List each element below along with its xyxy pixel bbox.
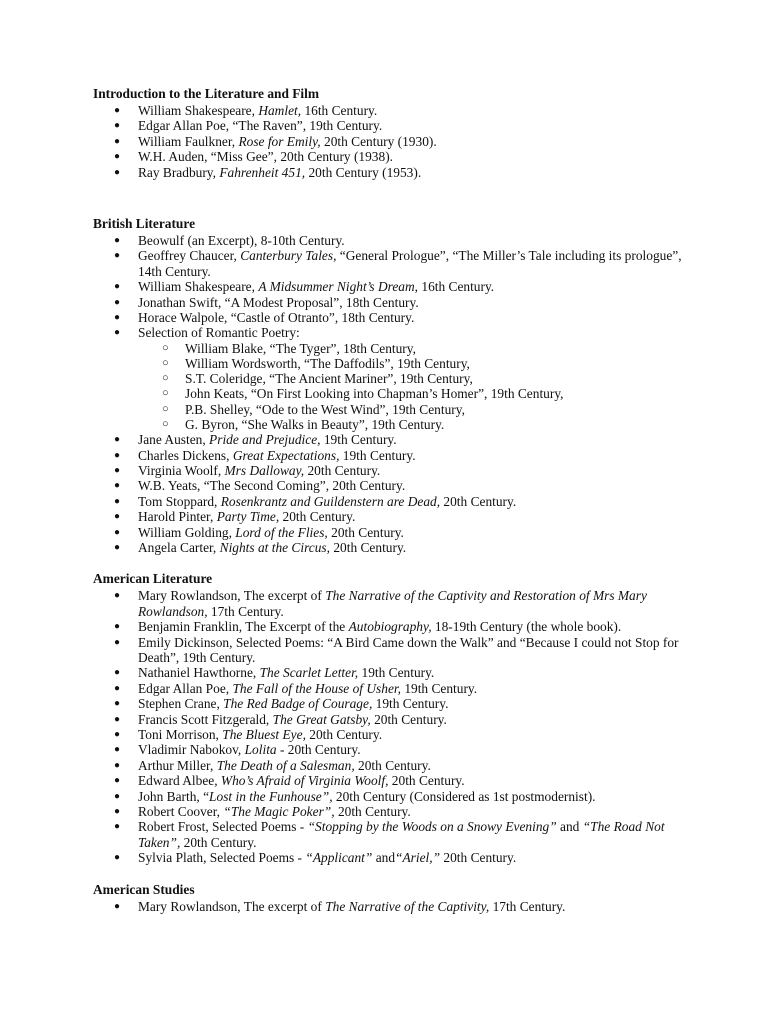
item-title: “Ariel,”	[395, 850, 441, 866]
list-item	[138, 789, 693, 804]
list-item	[138, 696, 693, 711]
item-text: Arthur Miller,	[138, 757, 217, 773]
sublist-item: ○ S.T. Coleridge, “The Ancient Mariner”, 19th Century,	[185, 371, 693, 386]
item-text: 20th Century (1930).	[320, 133, 437, 149]
item-title: The Death of a Salesman,	[216, 757, 355, 773]
list-item	[138, 773, 693, 788]
item-title: The Bluest Eye,	[222, 727, 306, 742]
document-page	[93, 86, 693, 914]
list-item	[138, 149, 693, 164]
item-text: Edgar Allan Poe,	[138, 680, 233, 696]
section-british-literature	[93, 216, 693, 555]
item-text: 20th Century.	[440, 493, 517, 509]
list-item	[138, 310, 693, 325]
romantic-poetry-sublist	[138, 341, 693, 432]
item-text: , 16th Century.	[414, 279, 495, 295]
list-item	[138, 899, 693, 914]
list-item	[138, 233, 693, 248]
list-item	[138, 463, 693, 478]
item-title: Rosenkrantz and Guildenstern are Dead,	[220, 493, 441, 509]
item-text: - 20th Century.	[276, 742, 361, 758]
item-text: Selection of Romantic Poetry:	[138, 325, 300, 341]
reading-list	[93, 899, 693, 914]
item-text: Horace Walpole, “Castle of Otranto”, 18th Century.	[138, 310, 415, 326]
item-text: 20th Century.	[279, 509, 356, 525]
item-text: Vladimir Nabokov,	[138, 742, 245, 758]
list-item	[138, 165, 693, 180]
item-text: John Barth, “	[138, 788, 210, 804]
section-title: Introduction to the Literature and Film	[93, 86, 320, 101]
sublist-item: ○ William Wordsworth, “The Daffodils”, 19th Century,	[185, 356, 693, 371]
item-title: Nights at the Circus,	[219, 539, 330, 555]
item-text: Toni Morrison,	[138, 727, 223, 742]
item-text: 16th Century.	[301, 103, 378, 118]
list-item	[138, 295, 693, 310]
item-text: 20th Century (Considered as 1st postmodernist).	[332, 788, 596, 804]
item-text: William Golding,	[138, 524, 236, 540]
item-text: Charles Dickens,	[138, 447, 233, 463]
item-text: 18-19th Century (the whole book).	[431, 619, 622, 635]
item-text: 20th Century.	[388, 773, 465, 789]
list-item	[138, 758, 693, 773]
list-item	[138, 118, 693, 133]
item-text: William Faulkner,	[138, 133, 239, 149]
reading-list	[93, 103, 693, 180]
item-text: 17th Century.	[207, 603, 284, 619]
item-title: Lolita	[244, 742, 277, 758]
list-item	[138, 432, 693, 447]
item-text: 19th Century.	[320, 432, 397, 448]
item-text: 20th Century.	[304, 462, 381, 478]
item-text: Francis Scott Fitzgerald,	[138, 711, 273, 727]
item-text: 20th Century.	[354, 757, 431, 773]
list-item	[138, 588, 693, 619]
list-item	[138, 134, 693, 149]
reading-list	[93, 233, 693, 555]
item-text: Robert Frost, Selected Poems -	[138, 819, 308, 835]
item-text: Nathaniel Hawthorne,	[138, 665, 260, 681]
item-title: Rose for Emily,	[238, 133, 321, 149]
item-text: 20th Century.	[327, 524, 404, 540]
item-title: Pride and Prejudice,	[209, 432, 321, 448]
item-title: Lord of the Flies,	[235, 524, 328, 540]
list-item	[138, 681, 693, 696]
item-text: William Shakespeare,	[138, 279, 259, 295]
section-american-studies	[93, 882, 693, 914]
item-text: Virginia Woolf,	[138, 462, 225, 478]
item-text: and	[372, 850, 396, 866]
item-text: Harold Pinter,	[138, 509, 217, 525]
section-title: British Literature	[93, 216, 196, 232]
item-title: “The Road Not Taken”,	[138, 819, 665, 850]
list-item	[138, 804, 693, 819]
sublist-item: ○ John Keats, “On First Looking into Chapman’s Homer”, 19th Century,	[185, 386, 693, 401]
section-title: American Literature	[93, 571, 213, 587]
item-text: 17th Century.	[489, 898, 566, 914]
list-item	[138, 103, 693, 118]
item-title: Fahrenheit 451,	[219, 164, 306, 180]
list-item	[138, 248, 693, 279]
item-text: Jane Austen,	[138, 432, 210, 448]
list-item	[138, 540, 693, 555]
item-text: Robert Coover,	[138, 804, 224, 820]
list-item	[138, 619, 693, 634]
item-text: Ray Bradbury,	[138, 164, 220, 180]
item-title: Hamlet,	[258, 103, 302, 118]
list-item	[138, 525, 693, 540]
item-text: Mary Rowlandson, The excerpt of	[138, 588, 326, 604]
item-text: 20th Century.	[440, 850, 517, 866]
item-title: Lost in the Funhouse”,	[209, 788, 333, 804]
item-text: 19th Century.	[372, 696, 449, 712]
item-text: Stephen Crane,	[138, 696, 224, 712]
list-item	[138, 665, 693, 680]
item-title: The Great Gatsby,	[272, 711, 371, 727]
item-text: 20th Century.	[330, 539, 407, 555]
item-text: Edgar Allan Poe, “The Raven”, 19th Century.	[138, 118, 383, 134]
item-text: 20th Century (1953).	[305, 164, 422, 180]
item-title: The Fall of the House of Usher,	[232, 680, 401, 696]
item-title: Canterbury Tales,	[240, 248, 337, 264]
item-title: “The Magic Poker”,	[223, 804, 335, 820]
item-title: Who’s Afraid of Virginia Woolf,	[220, 773, 389, 789]
item-text: 19th Century.	[358, 665, 435, 681]
item-title: A Midsummer Night’s Dream	[258, 279, 415, 295]
list-item	[138, 494, 693, 509]
sublist-item: ○ G. Byron, “She Walks in Beauty”, 19th Century.	[185, 417, 693, 432]
item-title: The Narrative of the Captivity,	[325, 898, 490, 914]
item-text: 19th Century.	[400, 680, 478, 696]
list-item	[138, 325, 693, 432]
item-text: Tom Stoppard,	[138, 493, 221, 509]
item-title: “Stopping by the Woods on a Snowy Evening”	[307, 819, 557, 835]
item-text: Emily Dickinson, Selected Poems: “A Bird Came down the Walk” and “Because I could not Stop for Death”, 19th Century.	[138, 634, 679, 665]
item-text: Mary Rowlandson, The excerpt of	[138, 898, 326, 914]
list-item	[138, 448, 693, 463]
item-text: W.H. Auden, “Miss Gee”, 20th Century (1938).	[138, 149, 394, 165]
reading-list	[93, 588, 693, 865]
item-text: 20th Century.	[180, 834, 257, 850]
list-item	[138, 712, 693, 727]
item-title: The Scarlet Letter,	[259, 665, 359, 681]
item-text: 20th Century.	[305, 727, 383, 742]
item-title: Mrs Dalloway,	[224, 462, 305, 478]
item-text: Sylvia Plath, Selected Poems -	[138, 850, 306, 866]
item-text: and	[556, 819, 583, 835]
item-title: Autobiography,	[348, 619, 432, 635]
item-text: Edward Albee,	[138, 773, 221, 789]
list-item	[138, 819, 693, 850]
item-title: The Red Badge of Courage,	[223, 696, 373, 712]
item-text: Jonathan Swift, “A Modest Proposal”, 18th Century.	[138, 294, 419, 310]
list-item	[138, 850, 693, 865]
item-text: 20th Century.	[334, 804, 411, 820]
item-text: W.B. Yeats, “The Second Coming”, 20th Century.	[138, 478, 406, 494]
list-item	[138, 727, 693, 742]
section-american-literature	[93, 571, 693, 865]
item-text: 19th Century.	[339, 447, 416, 463]
list-item	[138, 279, 693, 294]
item-text: Benjamin Franklin, The Excerpt of the	[138, 619, 349, 635]
sublist-item: ○ P.B. Shelley, “Ode to the West Wind”, 19th Century,	[185, 402, 693, 417]
section-title: American Studies	[93, 881, 195, 897]
item-title: Great Expectations,	[232, 447, 340, 463]
list-item	[138, 635, 693, 666]
list-item	[138, 509, 693, 524]
item-title: “Applicant”	[305, 850, 373, 866]
item-text: William Shakespeare,	[138, 103, 259, 118]
item-title: Party Time,	[216, 509, 280, 525]
list-item	[138, 478, 693, 493]
item-text: “General Prologue”, “The Miller’s Tale including its prologue”, 14th Century.	[138, 248, 682, 279]
item-text: 20th Century.	[370, 711, 447, 727]
item-text: Angela Carter,	[138, 539, 220, 555]
item-text: Beowulf (an Excerpt), 8-10th Century.	[138, 233, 345, 249]
item-title: The Narrative of the Captivity and Restoration of Mrs Mary Rowlandson,	[138, 588, 647, 619]
item-text: Geoffrey Chaucer,	[138, 248, 241, 264]
list-item	[138, 742, 693, 757]
section-intro-literature-film	[93, 86, 693, 180]
sublist-item: ○ William Blake, “The Tyger”, 18th Century,	[185, 341, 693, 356]
